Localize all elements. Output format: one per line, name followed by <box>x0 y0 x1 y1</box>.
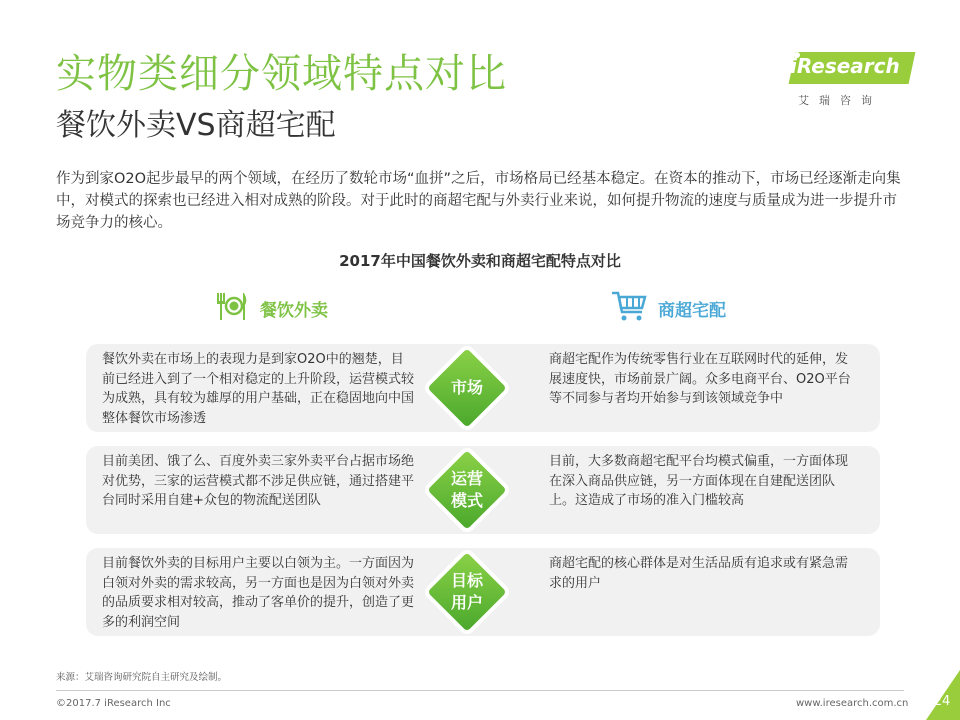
row-left-text: 目前美团、饿了么、百度外卖三家外卖平台占据市场绝对优势，三家的运营模式都不涉足供应链，通过搭建平台同时采用自建+众包的物流配送团队 <box>102 454 415 508</box>
iresearch-logo <box>782 52 912 108</box>
row-right-text: 商超宅配的核心群体是对生活品质有追求或有紧急需求的用户 <box>549 556 849 591</box>
column-header-right <box>610 288 726 328</box>
copyright: ©2017.7 iResearch Inc <box>56 698 171 709</box>
row-diamond-market <box>427 348 507 428</box>
page-subtitle: 餐饮外卖VS商超宅配 <box>56 108 336 143</box>
diamond-label: 市场 <box>450 378 483 397</box>
row-left-text: 餐饮外卖在市场上的表现力是到家O2O中的翘楚，目前已经进入到了一个相对稳定的上升阶段，运营模式较为成熟，具有较为雄厚的用户基础，正在稳固地向中国整体餐饮市场渗透 <box>102 352 415 426</box>
diamond-label: 目标用户 <box>450 571 483 612</box>
page-number: 24 <box>933 694 951 709</box>
column-label-left: 餐饮外卖 <box>260 300 328 321</box>
chart-title: 2017年中国餐饮外卖和商超宅配特点对比 <box>339 252 621 270</box>
page-title: 实物类细分领域特点对比 <box>56 51 507 97</box>
logo-cn: 艾瑞咨询 <box>798 94 882 107</box>
row-diamond-operation <box>427 450 507 530</box>
website-link[interactable]: www.iresearch.com.cn <box>796 698 909 709</box>
comparison-row-market <box>86 344 880 432</box>
source-note: 来源：艾瑞咨询研究院自主研究及绘制。 <box>56 672 228 683</box>
row-left-text: 目前餐饮外卖的目标用户主要以白领为主。一方面因为白领对外卖的需求较高，另一方面也是因为白领对外卖的品质要求相对较高，推动了客单价的提升，创造了更多的利润空间 <box>102 556 415 630</box>
comparison-row-operation <box>86 446 880 534</box>
column-label-right: 商超宅配 <box>658 300 726 321</box>
row-right-text: 目前，大多数商超宅配平台均模式偏重，一方面体现在深入商品供应链，另一方面体现在自建配送团队上。这造成了市场的准入门槛较高 <box>549 454 849 508</box>
dining-icon <box>214 288 250 328</box>
intro-paragraph: 作为到家O2O起步最早的两个领域，在经历了数轮市场“血拼”之后，市场格局已经基本稳定。在资本的推动下，市场已经逐渐走向集中，对模式的探索也已经进入相对成熟的阶段。对于此时的商超宅配与外卖行业来说，如何提升物流的速度与质量成为进一步提升市场竞争力的核心。 <box>56 171 901 231</box>
row-diamond-target-users <box>427 552 507 632</box>
row-right-text: 商超宅配作为传统零售行业在互联网时代的延伸，发展速度快，市场前景广阔。众多电商平台、O2O平台等不同参与者均开始参与到该领域竞争中 <box>549 352 851 406</box>
diamond-label: 运营模式 <box>450 469 483 510</box>
comparison-row-target-users <box>86 548 880 636</box>
column-header-left <box>214 288 328 328</box>
logo-brand: iResearch <box>790 54 900 78</box>
footer-divider <box>56 690 904 691</box>
shopping-cart-icon <box>610 288 648 328</box>
